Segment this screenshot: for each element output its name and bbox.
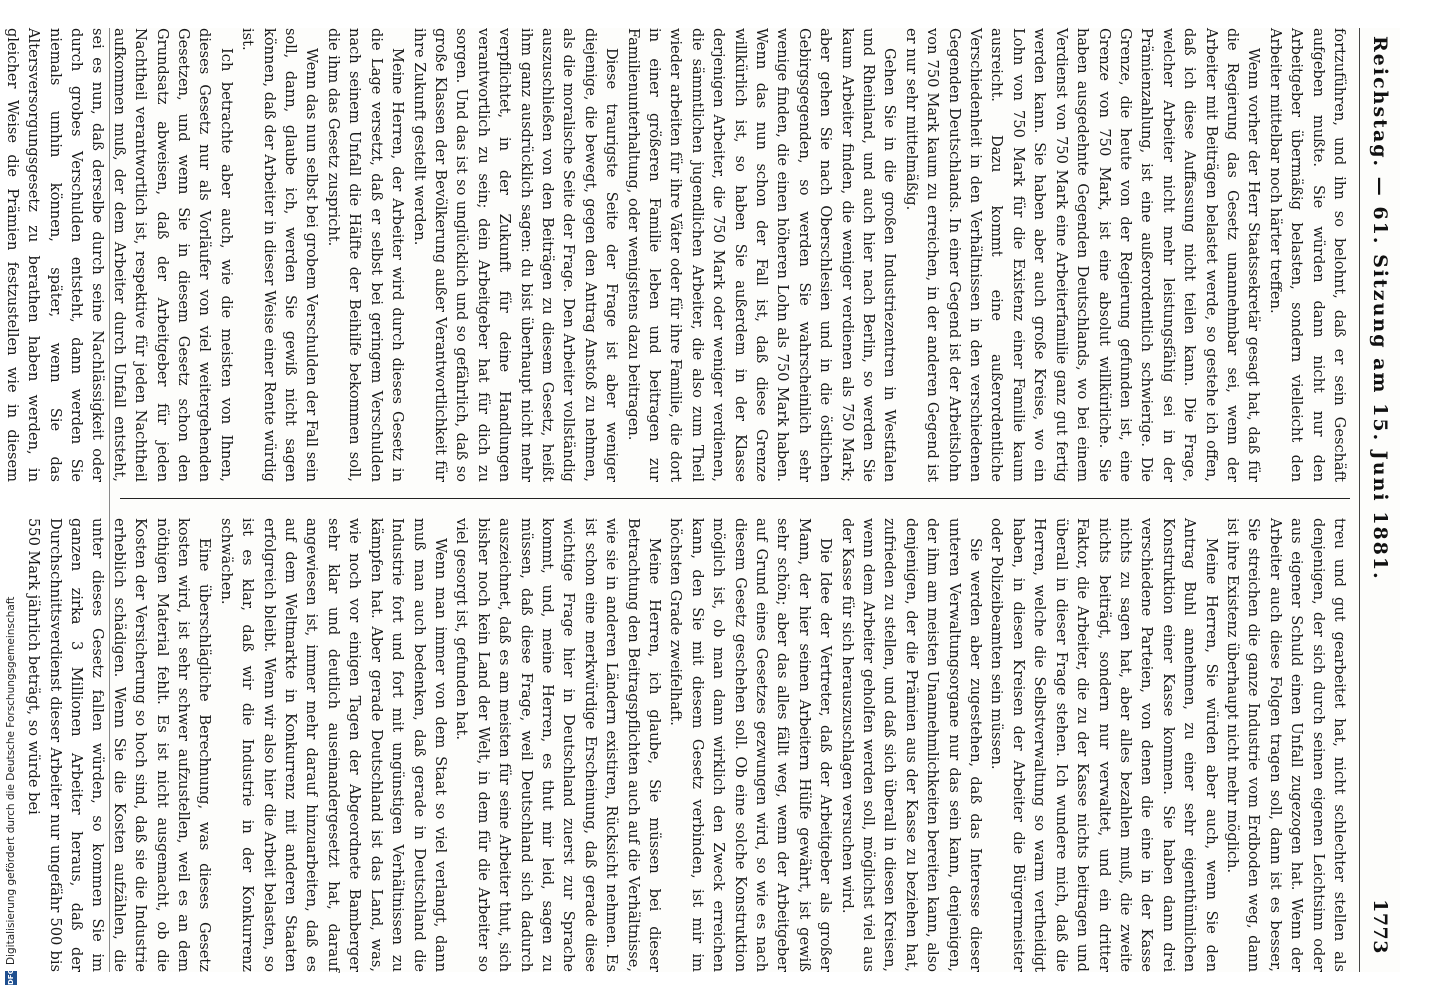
- paragraph: Sie werden aber zugestehen, daß das Interesse dieser unteren Verwaltungsorgane nur das sein kann, denjenigen, der ihm am meisten Unannehmlichkeiten bereiten kann, also denjenigen, der die Prämien aus der Kasse zu beziehen hat, zufrieden zu stellen, und daß sich überall in diesen Kreisen, wenn dem Arbeiter geholfen werden soll, möglichst viel aus der Kasse für sich herauszuschlagen versuchen wird.: [838, 518, 985, 972]
- paragraph: Wenn vorher der Herr Staatssekretär gesagt hat, daß für die Regierung das Gesetz unannehmbar sei, wenn der Arbeiter mit Beiträgen belastet werde, so gestehe ich offen, daß ich diese Auffassung nicht teilen kann. Die Frage, welcher Arbeiter nicht mehr leistungsfähig sei in der Prämienzahlung, ist eine außerordentlich schwierige. Die Grenze, die heute von der Regierung gefunden ist, eine Grenze von 750 Mark, ist eine absolut willkürliche. Sie haben ausgedehnte Gegenden Deutschlands, wo bei einem Verdienst von 750 Mark eine Arbeiterfamilie ganz gut fertig werden kann. Sie haben aber auch große Kreise, wo ein Lohn von 750 Mark für die Existenz einer Familie kaum ausreicht. Dazu kommt eine außerordentliche Verschiedenheit in den Verhältnissen in den verschiedenen Gegenden Deutschlands. In einer Gegend ist der Arbeitslohn von 750 Mark kaum zu erreichen, in der anderen Gegend ist er nur sehr mittelmäßig.: [902, 28, 1263, 482]
- page-title: Reichstag. — 61. Sitzung am 15. Juni 1881.: [1369, 36, 1391, 581]
- paragraph: Diese traurigste Seite der Frage ist aber weniger diejenige, die bewegt, gegen den Antrag Anstoß zu nehmen, als die moralische Seite der Frage. Den Arbeiter vollständig auszuschließen von den Beiträgen zu diesem Gesetz, heißt ihm ganz ausdrücklich sagen: du bist überhaupt nicht mehr verpflichtet, in der Zukunft für deine Handlungen verantwortlich zu sein; dein Arbeitgeber hat für dich zu sorgen. Und das ist so unglücklich und so gefährlich, daß so große Klassen der Bevölkerung außer Verantwortlichkeit für ihre Zukunft gestellt werden.: [410, 28, 621, 482]
- page-header: [1359, 28, 1400, 972]
- credit-text: Digitalisierung gefördert durch die Deutsche Forschungsgemeinschaft: [5, 596, 17, 965]
- paragraph: Meine Herren, Sie würden aber auch, wenn Sie den Antrag Buhl annehmen, zu einer sehr eigenthümlichen Konstruktion einer Kasse kommen. Sie haben dann drei verschiedene Parteien, von denen die eine in der Kasse nichts zu sagen hat, aber alles bezahlen muß, die zweite nichts beiträgt, sondern nur verwaltet, und ein dritter Faktor, die Arbeiter, die zu der Kasse nichts beitragen und überall in dieser Frage stehen. Ich wundere mich, daß die Herren, welche die Selbstverwaltung so warm vertheidigt haben, in diesen Kreisen der Arbeiter die Bürgermeister oder Polizeibeamten sein müssen.: [988, 518, 1220, 972]
- left-column: [3, 28, 1350, 482]
- footer-rule: [109, 28, 110, 972]
- paragraph: treu und gut gearbeitet hat, nicht schlechter stellen als denjenigen, der sich durch seinen eigenen Leichtsinn oder aus eigener Schuld einen Unfall zugezogen hat. Wenn der Arbeiter auch diese Folgen tragen soll, dann ist es besser, Sie streichen die ganze Industrie vom Erdboden weg, dann ist ihre Existenz überhaupt nicht mehr möglich.: [1223, 518, 1348, 972]
- page-number: 1773: [1369, 899, 1391, 954]
- right-column: [25, 518, 1350, 972]
- paragraph: Die Idee der Vertreter, daß der Arbeitgeber als großer Mann, der hier seinen Arbeitern Hülfe gewährt, ist gewiß sehr schön; aber das alles fällt weg, wenn der Arbeitgeber auf Grund eines Gesetzes gezwungen wird, so wie es nach diesem Gesetz geschehen soll. Ob eine solche Konstruktion möglich ist, ob man dann wirklich den Zweck erreichen kann, den Sie mit diesem Gesetz verbinden, ist mir im höchsten Grade zweifelhaft.: [667, 518, 835, 972]
- paragraph: Gehen Sie in die großen Industriezentren in Westfalen und Rheinland, und auch hier nach Berlin, so werden Sie kaum Arbeiter finden, die weniger verdienen als 750 Mark; aber gehen Sie nach Oberschlesien und in die östlichen Gebirgsgegenden, so werden Sie wahrscheinlich sehr wenige finden, die einen höheren Lohn als 750 Mark haben. Wenn das nun schon der Fall ist, daß diese Grenze willkürlich ist, so haben Sie außerdem in der Klasse derjenigen Arbeiter, die 750 Mark oder weniger verdienen, die sämmtlichen jugendlichen Arbeiter, die also zum Theil wieder arbeiten für ihre Väter oder für ihre Familie, die dort in einer größeren Familie leben und beitragen zur Familienunterhaltung, oder wenigstens dazu beitragen.: [624, 28, 899, 482]
- paragraph: fortzuführen, und ihn so belohnt, daß er sein Geschäft aufgeben mußte. Sie würden dann nicht nur den Arbeitgeber übermäßig belasten, sondern vielleicht den Arbeiter mittelbar noch härter treffen.: [1266, 28, 1348, 482]
- paragraph: Eine überschlägliche Berechnung, was dieses Gesetz kosten wird, ist sehr schwer aufzustellen, weil es an dem nöthigen Material fehlt. Es ist nicht ausgemacht, ob die Kosten der Versicherung so hoch sind, daß sie die Industrie erheblich schädigen. Wenn Sie die Kosten aufzählen, die unter dieses Gesetz fallen würden, so kommen Sie im ganzen zirka 3 Millionen Arbeiter heraus, daß der Durchschnittsverdienst dieser Arbeiter nur ungefähr 500 bis 550 Mark jährlich beträgt, so würde bei: [25, 518, 214, 972]
- paragraph: Ich betrachte aber auch, wie die meisten von Ihnen, dieses Gesetz nur als Vorläufer von viel weitergehenden Gesetzen, und wenn Sie in diesem Gesetz schon den Grundsatz abweisen, daß der Arbeitgeber für jeden Nachtheil verantwortlich ist, respektive für jeden Nachtheil aufkommen muß, der dem Arbeiter durch Unfall entsteht, sei es nun, daß derselbe durch seine Nachlässigkeit oder durch grobes Verschulden entsteht, dann werden Sie niemals umhin können, später, wenn Sie das Altersversorgungsgesetz zu berathen haben werden, in gleicher Weise die Prämien festzustellen wie in diesem: [3, 28, 235, 482]
- column-divider: [120, 498, 1350, 499]
- paragraph: Meine Herren, ich glaube, Sie müssen bei dieser Betrachtung den Beitragspflichten auch auf die Verhältnisse, wie sie in anderen Ländern existiren, Rücksicht nehmen. Es ist schon eine merkwürdige Erscheinung, daß gerade diese wichtige Frage hier in Deutschland zuerst zur Sprache kommt, und, meine Herren, es thut mir leid, sagen zu müssen, daß diese Frage, weil Deutschland sich dadurch auszeichnet, daß es am meisten für seine Arbeiter thut, sich bisher noch kein Land der Welt, in dem für die Arbeiter so viel gesorgt ist, gefunden hat.: [453, 518, 663, 972]
- dfg-logo: DFG: [7, 968, 15, 985]
- paragraph: Meine Herren, der Arbeiter wird durch dieses Gesetz in die Lage versetzt, daß er selbst bei geringem Verschulden nach seinem Unfall die Hälfte der Beihilfe bekommen soll, die ihm das Gesetz zuspricht.: [324, 28, 407, 482]
- paragraph: Wenn man immer von dem Staat so viel verlangt, dann muß man auch bedenken, daß gerade in Deutschland die Industrie fort und fort mit ungünstigen Verhältnissen zu kämpfen hat. Aber gerade Deutschland ist das Land, was, wie noch vor einigen Tagen der Abgeordnete Bamberger sehr klar und deutlich auseinandergesetzt hat, darauf angewiesen ist, immer mehr darauf hinzuarbeiten, daß es auf dem Weltmarkte in Konkurrenz mit anderen Staaten erfolgreich bleibt. Wenn wir also hier die Arbeit belasten, so ist es klar, daß wir die Industrie in der Konkurrenz schwächen.: [217, 518, 449, 972]
- paragraph: Wenn das nun selbst bei grobem Verschulden der Fall sein soll, dann, glaube ich, werden Sie gewiß nicht sagen können, daß der Arbeiter in dieser Weise einer Rente würdig ist.: [239, 28, 321, 482]
